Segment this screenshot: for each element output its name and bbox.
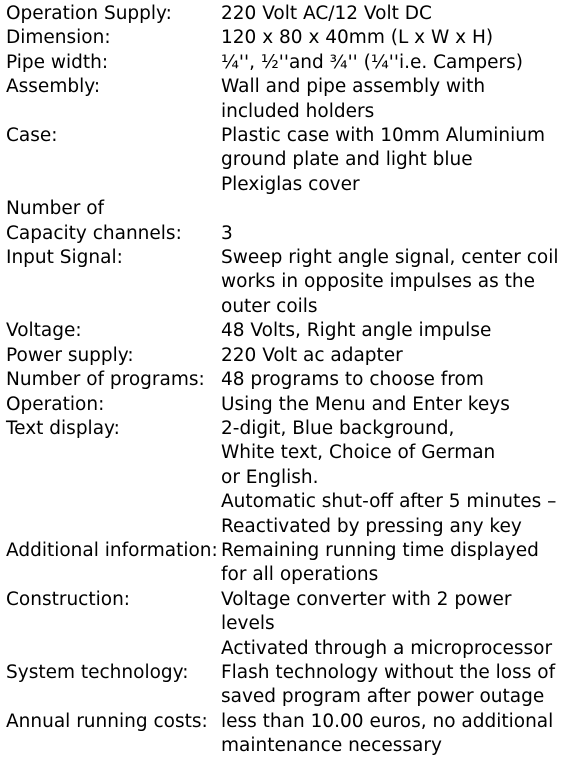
spec-row-text-display — [0, 417, 569, 539]
spec-row-system-technology — [0, 661, 569, 710]
spec-label: Operation: — [6, 393, 105, 415]
spec-row-assembly — [0, 75, 569, 124]
spec-row-additional-information — [0, 539, 569, 588]
spec-value: Voltage converter with 2 power levels Activated through a microprocessor — [221, 588, 553, 659]
spec-row-case — [0, 124, 569, 197]
spec-value: 220 Volt ac adapter — [221, 344, 403, 366]
spec-row-capacity-channels — [0, 197, 569, 246]
spec-label: Text display: — [6, 417, 120, 439]
spec-row-operation — [0, 393, 569, 417]
spec-row-pipe-width — [0, 51, 569, 75]
spec-label: Number of Capacity channels: — [6, 198, 182, 244]
spec-label: Number of programs: — [6, 369, 205, 391]
spec-row-number-of-programs — [0, 368, 569, 392]
spec-value: 48 programs to choose from — [221, 369, 484, 391]
spec-row-operation-supply — [0, 2, 569, 26]
spec-label: Pipe width: — [6, 51, 109, 73]
spec-label: Voltage: — [6, 320, 82, 342]
spec-label: Operation Supply: — [6, 3, 172, 24]
spec-label: Annual running costs: — [6, 710, 208, 732]
spec-value: 120 x 80 x 40mm (L x W x H) — [221, 27, 494, 49]
spec-value: Sweep right angle signal, center coil works in opposite impulses as the outer coils — [221, 247, 559, 317]
spec-value: less than 10.00 euros, no additional maintenance necessary — [221, 710, 554, 757]
spec-label: Additional information: — [6, 539, 218, 561]
spec-label: Dimension: — [6, 27, 111, 49]
spec-value: Flash technology without the loss of saved program after power outage — [221, 661, 556, 708]
spec-row-voltage — [0, 319, 569, 343]
spec-label: Case: — [6, 125, 58, 147]
spec-value: Plastic case with 10mm Aluminium ground plate and light blue Plexiglas cover — [221, 125, 546, 195]
spec-label: Assembly: — [6, 76, 101, 98]
spec-row-dimension — [0, 26, 569, 50]
spec-value: 2-digit, Blue background, White text, Choice of German or English. Automatic shut-off after 5 minutes – Reactivated by pressing any key — [221, 417, 557, 537]
spec-label: System technology: — [6, 661, 189, 683]
spec-row-annual-running-costs — [0, 710, 569, 759]
spec-value: Using the Menu and Enter keys — [221, 393, 510, 415]
spec-row-construction — [0, 588, 569, 661]
spec-value: ¼'', ½''and ¾'' (¼''i.e. Campers) — [221, 51, 523, 73]
spec-value: 220 Volt AC/12 Volt DC — [221, 3, 432, 24]
spec-label: Input Signal: — [6, 247, 123, 269]
spec-value: Remaining running time displayed for all operations — [221, 539, 539, 586]
spec-value: 48 Volts, Right angle impulse — [221, 320, 492, 342]
spec-label: Power supply: — [6, 344, 134, 366]
spec-row-input-signal — [0, 246, 569, 319]
spec-row-power-supply — [0, 344, 569, 368]
spec-value: Wall and pipe assembly with included holders — [221, 76, 486, 122]
spec-value: 3 — [221, 222, 233, 244]
spec-label: Construction: — [6, 588, 131, 610]
